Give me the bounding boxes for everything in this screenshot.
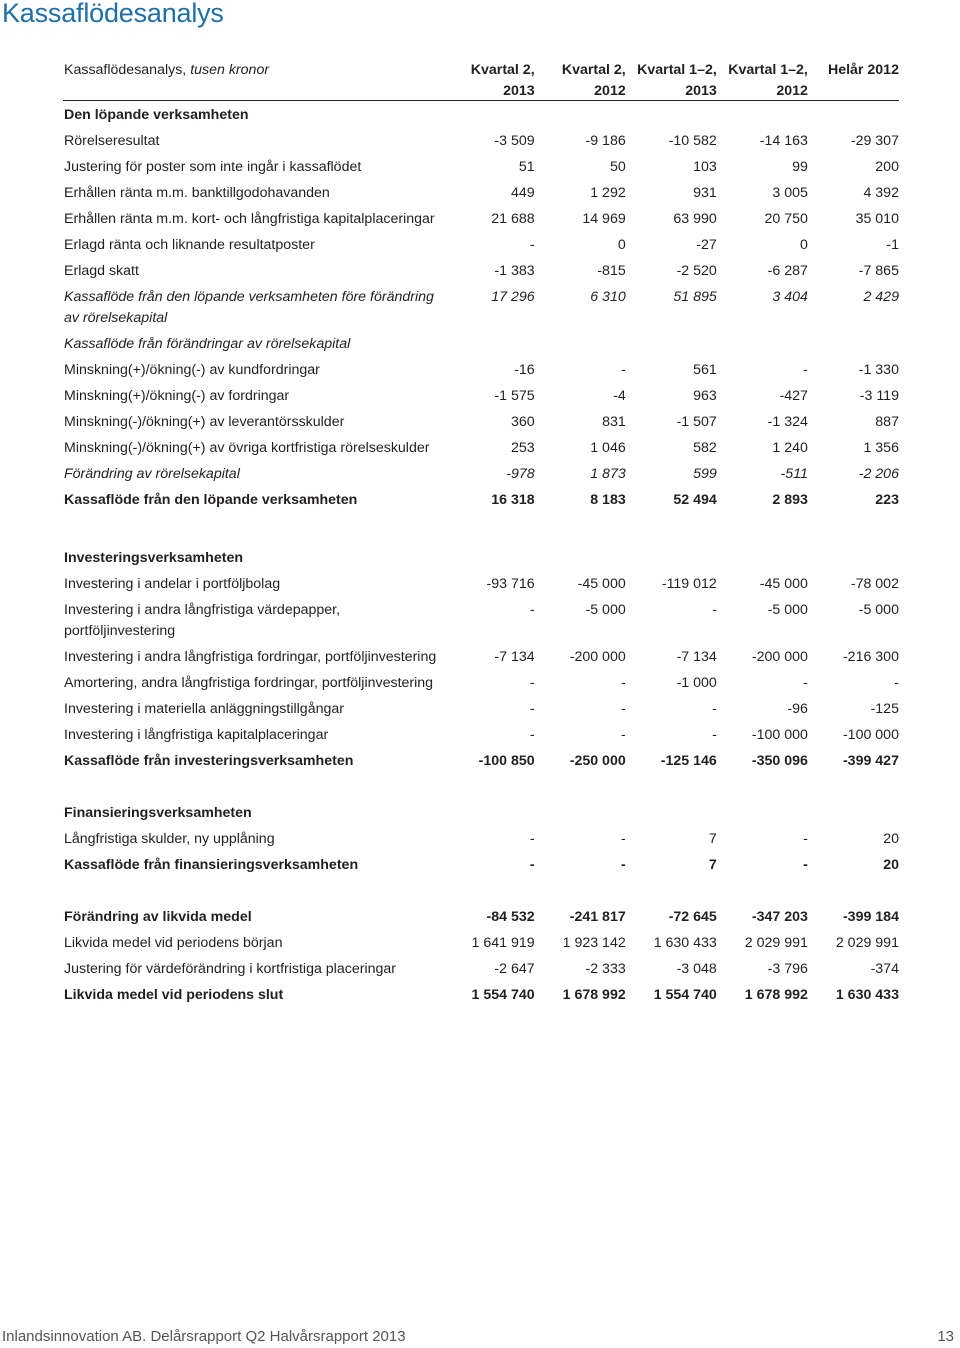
column-header: Kvartal 1–2, 2013 [637,62,717,99]
row-value: 2 429 [863,289,899,305]
row-value: 582 [693,440,717,456]
row-value: -5 000 [858,602,899,618]
row-label: Förändring av likvida medel [64,909,252,925]
row-value: 6 310 [590,289,626,305]
row-label: Investeringsverksamheten [64,550,244,566]
row-label: Investering i andra långfristiga fordringar, portföljinvestering [64,649,437,665]
row-value: 1 678 992 [562,987,626,1003]
table-header [63,60,899,101]
table-row [63,907,899,928]
row-value: -14 163 [759,133,808,149]
row-label: Minskning(+)/ökning(-) av kundfordringar [64,362,320,378]
row-value: 561 [693,362,717,378]
row-value: -1 330 [858,362,899,378]
row-value: -7 865 [858,263,899,279]
row-value: 1 678 992 [744,987,808,1003]
table-row [63,548,899,569]
row-value: - [621,701,626,717]
row-value: - [621,831,626,847]
row-value: 223 [875,492,899,508]
row-value: -96 [787,701,808,717]
table-row [63,287,899,329]
row-label: Rörelseresultat [64,133,160,149]
row-value: 887 [875,414,899,430]
row-value: -1 324 [767,414,808,430]
column-header: Kvartal 1–2, 2012 [728,62,808,99]
row-value: 831 [602,414,626,430]
table-row [63,959,899,980]
row-value: - [712,727,717,743]
row-value: - [621,675,626,691]
row-value: 599 [693,466,717,482]
row-value: -29 307 [850,133,899,149]
row-label: Kassaflöde från investeringsverksamheten [64,753,354,769]
row-value: 1 630 433 [653,935,717,951]
footer-report-title: Inlandsinnovation AB. Delårsrapport Q2 Halvårsrapport 2013 [2,1328,406,1345]
table-row [63,855,899,876]
row-value: 1 554 740 [471,987,535,1003]
table-row [63,751,899,772]
table-row [63,933,899,954]
row-value: - [529,701,535,717]
row-value: 52 494 [673,492,717,508]
row-value: -427 [779,388,808,404]
row-value: 2 029 991 [744,935,808,951]
row-label: Justering för värdeförändring i kortfristiga placeringar [64,961,396,977]
row-value: -9 186 [585,133,626,149]
row-value: -100 850 [478,753,535,769]
row-value: -399 184 [842,909,899,925]
row-value: -27 [696,237,717,253]
row-value: 1 356 [863,440,899,456]
row-value: -1 [886,237,899,253]
row-label: Förändring av rörelsekapital [64,466,240,482]
row-value: 449 [510,185,535,201]
row-value: - [529,602,535,618]
row-value: 1 630 433 [835,987,899,1003]
row-value: -10 582 [668,133,717,149]
row-label: Minskning(-)/ökning(+) av leverantörsskulder [64,414,345,430]
row-value: -350 096 [751,753,808,769]
row-value: 0 [800,237,808,253]
cash-flow-table [63,60,899,1006]
row-value: - [894,675,899,691]
row-value: 1 873 [590,466,626,482]
table-row [63,829,899,850]
row-value: -3 048 [676,961,717,977]
table-row [63,985,899,1006]
row-value: -3 796 [767,961,808,977]
row-value: 17 296 [491,289,535,305]
table-row [63,699,899,720]
row-value: 3 404 [772,289,808,305]
page-title: Kassaflödesanalys [2,0,224,28]
row-value: -1 000 [676,675,717,691]
row-value: -78 002 [850,576,899,592]
row-label: Kassaflöde från den löpande verksamheten före förändring av rörelsekapital [64,289,434,326]
table-row [63,464,899,485]
table-row [63,131,899,152]
row-value: -6 287 [767,263,808,279]
row-value: -84 532 [486,909,535,925]
row-value: - [529,831,535,847]
row-label: Kassaflöde från den löpande verksamheten [64,492,358,508]
row-value: 1 923 142 [562,935,626,951]
table-row [63,725,899,746]
row-label: Amortering, andra långfristiga fordringar, portföljinvestering [64,675,434,691]
row-value: -45 000 [759,576,808,592]
row-value: -5 000 [767,602,808,618]
row-value: 2 893 [772,492,808,508]
row-label: Justering för poster som inte ingår i kassaflödet [64,159,362,175]
row-label: Erlagd skatt [64,263,139,279]
row-label: Investering i andra långfristiga värdepapper, portföljinvestering [64,602,341,639]
column-header: Kvartal 2, 2013 [470,62,535,99]
header-label-text: Kassaflödesanalys, [64,62,187,78]
table-row [63,647,899,668]
row-value: -216 300 [842,649,899,665]
row-value: -200 000 [569,649,626,665]
table-row [63,673,899,694]
table-row [63,574,899,595]
row-value: 14 969 [582,211,626,227]
row-value: -2 647 [494,961,535,977]
row-value: - [529,237,535,253]
row-value: 50 [609,159,626,175]
table-row [63,209,899,230]
row-value: 3 005 [772,185,808,201]
row-value: -100 000 [751,727,808,743]
row-value: -1 575 [494,388,535,404]
row-value: -2 206 [858,466,899,482]
row-value: -200 000 [751,649,808,665]
row-label: Investering i långfristiga kapitalplaceringar [64,727,329,743]
row-value: 51 [518,159,535,175]
row-value: -1 507 [676,414,717,430]
row-label: Investering i materiella anläggningstillgångar [64,701,344,717]
row-value: 1 292 [590,185,626,201]
row-value: 20 750 [764,211,808,227]
row-value: -45 000 [577,576,626,592]
row-value: 20 [883,857,899,873]
row-value: 1 046 [590,440,626,456]
row-value: 16 318 [491,492,535,508]
row-value: -511 [780,466,808,482]
row-value: 4 392 [863,185,899,201]
column-header: Kvartal 2, 2012 [561,62,626,99]
table-row [63,261,899,282]
row-value: 253 [510,440,535,456]
row-value: 1 641 919 [471,935,535,951]
row-value: 21 688 [491,211,535,227]
row-value: 99 [792,159,808,175]
row-value: -125 [870,701,899,717]
row-value: - [529,727,535,743]
header-unit-text: tusen kronor [186,62,270,78]
row-value: 0 [617,237,626,253]
row-label: Finansieringsverksamheten [64,805,252,821]
column-header: Helår 2012 [827,62,899,78]
table-row [63,183,899,204]
table-row [63,412,899,433]
row-value: -399 427 [842,753,899,769]
row-value: 103 [693,159,717,175]
row-label: Långfristiga skulder, ny upplåning [64,831,275,847]
row-label: Erhållen ränta m.m. banktillgodohavanden [64,185,330,201]
row-value: - [621,857,626,873]
row-value: -374 [870,961,899,977]
row-value: -5 000 [585,602,626,618]
footer-page-number: 13 [937,1328,954,1345]
row-value: -100 000 [842,727,899,743]
table-row [63,157,899,178]
table-row [63,235,899,256]
table-header-label [63,60,444,81]
row-value: 63 990 [673,211,717,227]
row-value: -347 203 [751,909,808,925]
row-value: -72 645 [668,909,717,925]
row-value: 1 240 [772,440,808,456]
row-value: -815 [597,263,626,279]
row-value: -3 119 [859,388,899,404]
row-value: 360 [510,414,535,430]
row-value: 931 [693,185,717,201]
row-value: -250 000 [569,753,626,769]
row-value: 51 895 [673,289,717,305]
table-body [63,105,899,1006]
row-value: -4 [613,388,626,404]
row-label: Kassaflöde från finansieringsverksamheten [64,857,359,873]
table-row [63,105,899,126]
table-row [63,334,899,355]
row-value: - [803,831,808,847]
row-value: -1 383 [494,263,535,279]
table-row [63,490,899,511]
row-label: Minskning(-)/ökning(+) av övriga kortfristiga rörelseskulder [64,440,430,456]
row-value: 7 [708,857,717,873]
row-label: Erhållen ränta m.m. kort- och långfristiga kapitalplaceringar [64,211,435,227]
row-value: 2 029 991 [835,935,899,951]
row-value: - [529,857,535,873]
row-label: Minskning(+)/ökning(-) av fordringar [64,388,290,404]
row-value: -3 509 [494,133,535,149]
row-value: - [803,675,808,691]
row-value: - [803,857,808,873]
row-value: -241 817 [569,909,626,925]
row-value: - [621,362,626,378]
row-label: Erlagd ränta och liknande resultatposter [64,237,315,253]
row-value: 963 [693,388,717,404]
row-label: Likvida medel vid periodens början [64,935,283,951]
row-label: Likvida medel vid periodens slut [64,987,284,1003]
row-value: -7 134 [676,649,717,665]
table-row [63,438,899,459]
row-value: -16 [514,362,535,378]
row-value: - [712,701,717,717]
row-value: 8 183 [590,492,626,508]
row-value: - [803,362,808,378]
row-value: - [712,602,717,618]
row-value: - [529,675,535,691]
row-label: Den löpande verksamheten [64,107,249,123]
row-value: 35 010 [855,211,899,227]
table-row [63,386,899,407]
row-label: Kassaflöde från förändringar av rörelsekapital [64,336,351,352]
row-value: -125 146 [660,753,717,769]
row-label: Investering i andelar i portföljbolag [64,576,281,592]
row-value: -119 012 [661,576,717,592]
row-value: - [621,727,626,743]
table-row [63,600,899,642]
row-value: -2 333 [585,961,626,977]
row-value: -2 520 [676,263,717,279]
row-value: -978 [506,466,535,482]
table-row [63,360,899,381]
row-value: -7 134 [494,649,535,665]
table-row [63,803,899,824]
row-value: 1 554 740 [653,987,717,1003]
row-value: -93 716 [486,576,535,592]
row-value: 7 [708,831,717,847]
row-value: 20 [883,831,899,847]
row-value: 200 [875,159,899,175]
